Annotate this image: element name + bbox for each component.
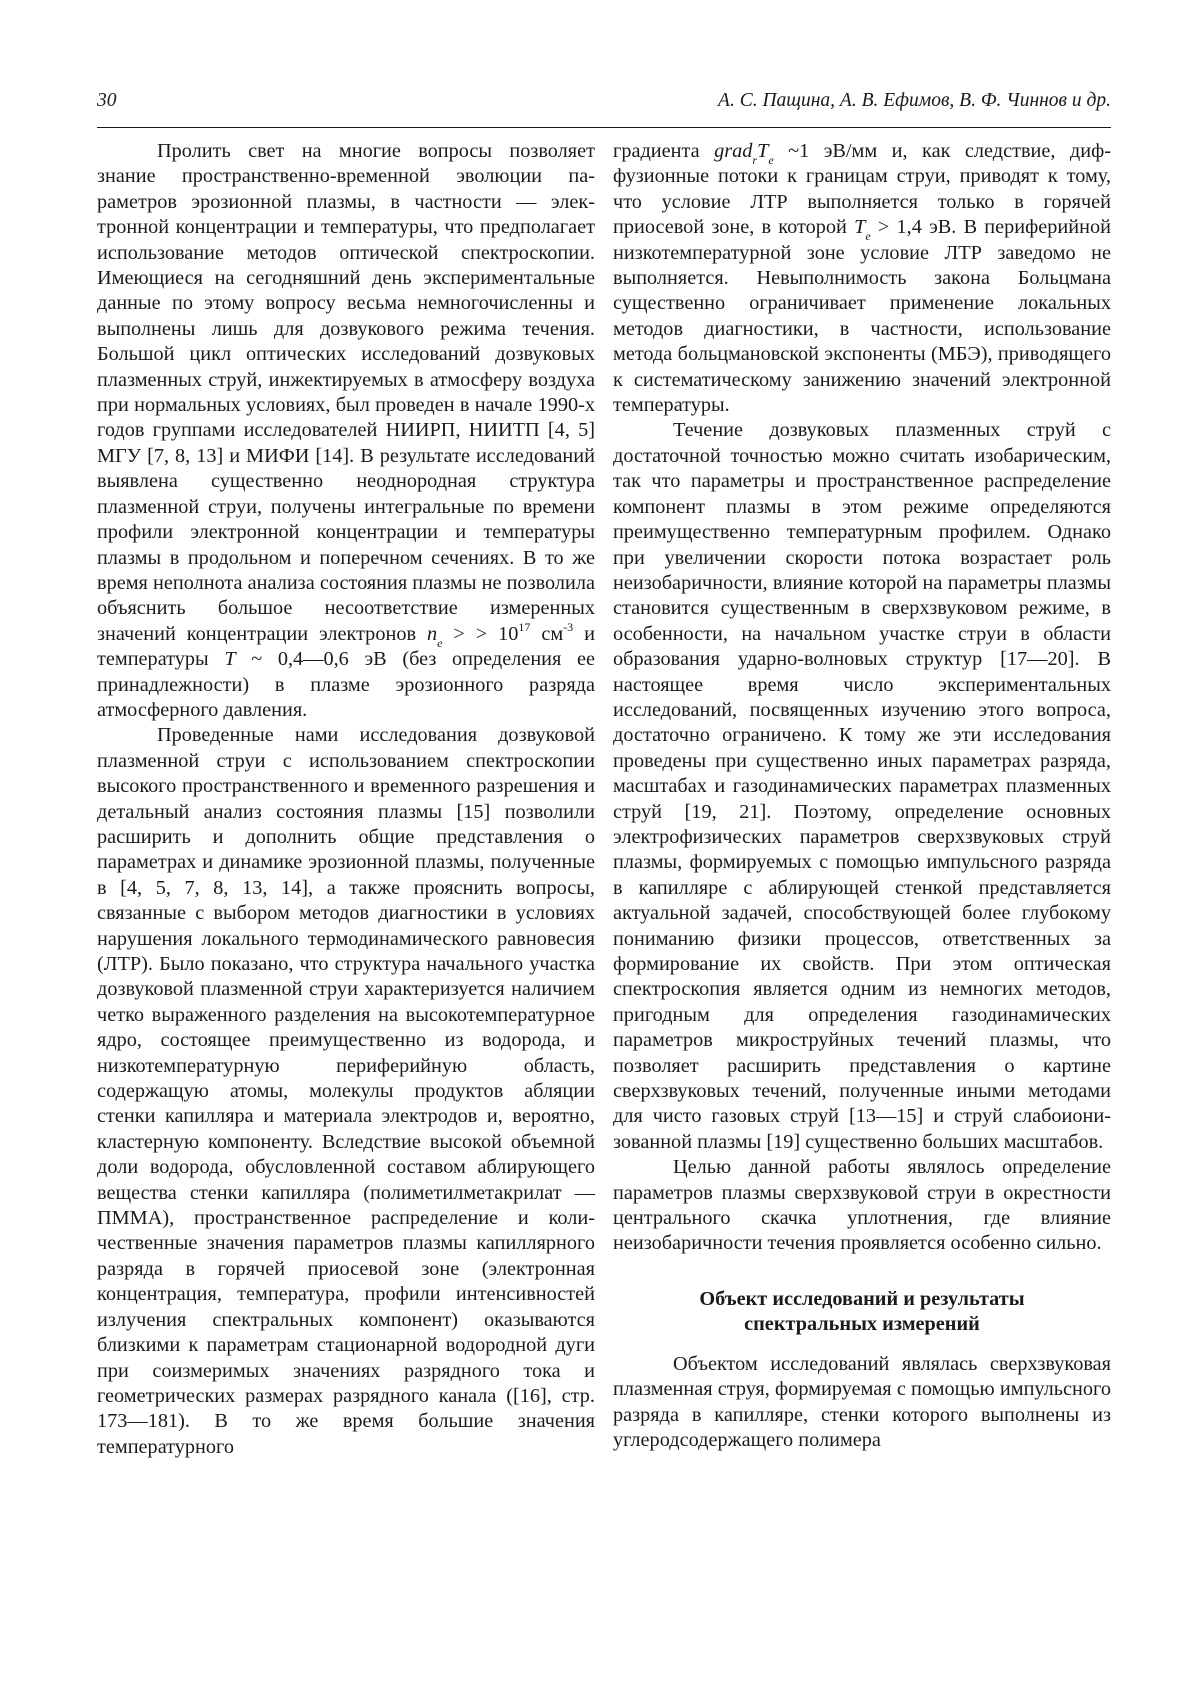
paragraph-research-object: Объектом исследований являлась сверхзвуковая плазменная струя, формируемая с помощью импульсного разряда в капилляре, стенки которого выполнены из углеродсодержащего полимера [613, 1352, 1111, 1451]
right-column [613, 139, 1111, 1453]
header-divider [97, 127, 1111, 128]
left-column [97, 139, 595, 1460]
page-number: 30 [97, 90, 117, 111]
paragraph-goal: Целью данной работы являлось определение параметров плазмы сверхзвуковой струи в окрестности центрального скачка уплотнения, где влияние неизобаричности течения проявляется особенно сильно. [613, 1156, 1111, 1255]
page-header [97, 90, 1111, 122]
section-heading: Объект исследований и результаты спектральных измерений [699, 1287, 1025, 1336]
electron-density-symbol: $n_e$ [426, 622, 443, 650]
paragraph-supersonic-flow: Течение дозвуковых плазменных струй с достаточной точностью можно считать изобарическим, так что параметры и пространственное распределение компонент плазмы в этом режиме определяются преимущественно температурным профилем. Однако при увеличении скорости потока возрастает роль неизобаричности, влияние которой на параметры плазмы становится существенным в сверхзвуковом режиме, в особенности, на начальном участке струи в области образования ударно-волновых структур [17—20]. В настоящее время число экспериментальных исследований, посвященных изучению этого вопроса, достаточно ограничено. К тому же эти исследования проведены при существенно иных параметрах разряда, масштабах и газодинамических параметрах плазменных струй [19, 21]. Поэтому, определение основных электрофизических параметров сверхзвуковых струй плазмы, формируемых с помощью импульсного разряда в капилляре с аблирующей стенкой представляется актуальной задачей, способствующей более глубокому пониманию физики процессов, ответственных за формирование их свойств. При этом оптическая спектроскопия является одним из немногих методов, пригодным для определения газодинамических параметров микроструйных течений плазмы, что позволяет расширить представления о картине сверхзвуковых течений, полученные иными методами для чисто газовых струй [13—15] и струй слабоионизованной плазмы [19] существенно больших масштабов. [613, 419, 1111, 1153]
paragraph-previous-studies: Проведенные нами исследования дозвуковой плазменной струи с использованием спектроскопии высокого пространственного и временного разрешения и детальный анализ состояния плазмы [15] позволили расширить и дополнить общие представления о параметрах и динамике эрозионной плазмы, полученные в [4, 5, 7, 8, 13, 14], а также прояснить вопросы, связанные с выбором методов диагностики в условиях нарушения локального термодинамического равновесия (ЛТР). Было показано, что структура начального участка дозвуковой плазменной струи характеризуется наличием четко выраженного разделения на высокотемпературное ядро, состоящее преимущественно из водорода, и низкотемпературную периферийную область, содержащую атомы, молекулы продуктов абляции стенки капилляра и материала электродов и, вероятно, кластерную компоненту. Вследствие высокой объемной доли водорода, обусловленной составом аблирующего вещества стенки капилляра (полиметилметакрилат — ПММА), пространственное распределение и количественные значения параметров плазмы капиллярного разряда в горячей приосевой зоне (электронная концентрация, температура, профили интенсивностей излучения спектральных компонент) оказываются близкими к параметрам стационарной водородной дуги при соизмеримых значениях разрядного тока и геометрических размерах разрядного канала ([16], стр. 173—181). В то же время большие значения температурного [97, 724, 595, 1458]
electron-temperature-symbol: $T_e$ [854, 216, 871, 244]
paragraph-intro: Пролить свет на многие вопросы позволяет знание пространственно-временной эволюции параметров эрозионной плазмы, в частности — электронной концентрации и температуры, что предполагает использование методов оптической спектроскопии. Имеющиеся на сегодняшний день экспериментальные данные по этому вопросу весьма немногочисленны и выполнены лишь для дозвукового режима течения. Большой цикл оптических исследований дозвуковых плазменных струй, инжектируемых в атмосферу воздуха при нормальных условиях, был проведен в начале 1990-х годов группами исследователей НИИРП, НИИТП [4, 5] МГУ [7, 8, 13] и МИФИ [14]. В результате исследований выявлена существенно неоднородная структура плазменной струи, получены интегральные по времени профили электронной концентрации и температуры плазмы в продольном и поперечном сечениях. В то же время неполнота анализа состояния плазмы не позволила объяснить большое несоответствие измеренных значений концентрации электронов $n_e$ > > $10^{17}$ $см^{-3}$ и температуры T ~ 0,4—0,6 эВ (без определения ее принадлежности) в плазме эрозионного разряда атмосферного давления. [97, 140, 595, 721]
running-title: А. С. Пащина, А. В. Ефимов, В. Ф. Чиннов и др. [718, 90, 1111, 111]
paragraph-gradient: градиента $grad_rT_e$ ~1 эВ/мм и, как следствие, диффузионные потоки к границам струи, приводят к тому, что условие ЛТР выполняется только в горячей приосевой зоне, в которой $T_e > 1,4$ эВ. В периферийной низкотемпературной зоне условие ЛТР заведомо не выполняется. Невыполнимость закона Больцмана существенно ограничивает применение локальных методов диагностики, в частности, использование метода больцмановской экспоненты (МБЭ), приводящего к систематическому занижению значений электронной температуры. [613, 140, 1111, 417]
gradient-symbol: $grad_rT_e$ [714, 140, 774, 168]
temperature-symbol: T [224, 648, 236, 671]
